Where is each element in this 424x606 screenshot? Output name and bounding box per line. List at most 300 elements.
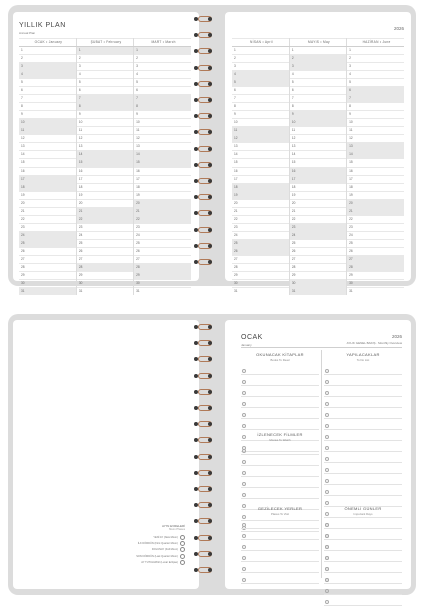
day-cell[interactable]: 25 <box>232 239 289 247</box>
day-cell[interactable]: 18 <box>19 183 76 191</box>
write-line[interactable] <box>324 573 402 584</box>
day-cell[interactable]: 21 <box>289 207 346 215</box>
day-cell[interactable]: 26 <box>19 247 76 255</box>
day-cell[interactable]: 11 <box>232 127 289 135</box>
day-cell[interactable]: 4 <box>289 71 346 79</box>
day-cell[interactable]: 29 <box>289 271 346 279</box>
day-row <box>232 55 404 63</box>
bullet-icon <box>242 369 246 373</box>
bullet-icon <box>242 449 246 453</box>
day-cell[interactable]: 4 <box>232 71 289 79</box>
day-cell[interactable]: 6 <box>19 87 76 95</box>
day-cell[interactable]: 16 <box>19 167 76 175</box>
day-cell[interactable]: 5 <box>76 79 133 87</box>
write-line[interactable] <box>324 430 402 441</box>
bullet-icon <box>325 490 329 494</box>
day-cell[interactable]: 28 <box>76 263 133 271</box>
day-cell[interactable]: 1 <box>19 47 76 55</box>
write-line[interactable] <box>241 488 319 499</box>
moon-phase-icon <box>180 535 185 540</box>
day-cell[interactable]: 17 <box>19 175 76 183</box>
write-line[interactable] <box>324 529 402 540</box>
bullet-icon <box>325 589 329 593</box>
day-cell[interactable]: 21 <box>76 207 133 215</box>
bullet-icon <box>325 435 329 439</box>
day-cell[interactable]: 30 <box>232 279 289 287</box>
write-line[interactable] <box>324 595 402 606</box>
day-row <box>232 207 404 215</box>
day-cell[interactable]: 23 <box>232 223 289 231</box>
legend-label: İLK DÖRDÜN (First Quarter Moon) <box>137 542 178 546</box>
day-cell[interactable]: 30 <box>347 279 404 287</box>
day-cell[interactable]: 22 <box>232 215 289 223</box>
day-cell[interactable]: 25 <box>19 239 76 247</box>
day-cell[interactable]: 30 <box>289 279 346 287</box>
bullet-icon <box>242 534 246 538</box>
day-cell[interactable]: 19 <box>347 191 404 199</box>
month-header: HAZİRAN • June <box>347 39 404 47</box>
day-cell[interactable]: 23 <box>134 223 191 231</box>
bullet-icon <box>242 545 246 549</box>
day-cell[interactable]: 28 <box>134 263 191 271</box>
day-cell[interactable]: 23 <box>289 223 346 231</box>
day-cell[interactable]: 6 <box>232 87 289 95</box>
write-line[interactable] <box>324 584 402 595</box>
section-title: GEZİLECEK YERLER <box>257 506 303 511</box>
day-cell[interactable]: 5 <box>347 79 404 87</box>
section-title: OKUNACAK KİTAPLAR <box>256 352 304 357</box>
day-cell[interactable]: 4 <box>347 71 404 79</box>
day-cell[interactable]: 30 <box>76 279 133 287</box>
day-cell[interactable]: 9 <box>76 111 133 119</box>
day-cell[interactable]: 31 <box>19 287 76 295</box>
day-cell[interactable]: 25 <box>289 239 346 247</box>
day-cell[interactable]: 17 <box>289 175 346 183</box>
day-cell[interactable]: 12 <box>289 135 346 143</box>
write-line[interactable] <box>241 444 319 455</box>
day-cell[interactable]: 26 <box>76 247 133 255</box>
bullet-icon <box>242 424 246 428</box>
day-cell[interactable]: 1 <box>134 47 191 55</box>
write-line[interactable] <box>324 540 402 551</box>
day-cell[interactable]: 18 <box>134 183 191 191</box>
day-cell[interactable]: 24 <box>19 231 76 239</box>
write-line[interactable] <box>324 408 402 419</box>
day-cell[interactable]: 3 <box>19 63 76 71</box>
day-cell[interactable]: 28 <box>289 263 346 271</box>
day-cell[interactable]: 10 <box>232 119 289 127</box>
section-subtitle: Books To Read <box>270 358 290 362</box>
day-cell[interactable]: 13 <box>347 143 404 151</box>
day-cell[interactable]: 26 <box>289 247 346 255</box>
bullet-icon <box>242 391 246 395</box>
day-cell[interactable]: 9 <box>19 111 76 119</box>
day-cell[interactable]: 1 <box>347 47 404 55</box>
write-line[interactable] <box>324 452 402 463</box>
day-cell[interactable]: 11 <box>76 127 133 135</box>
bullet-icon <box>325 457 329 461</box>
day-cell[interactable]: 7 <box>76 95 133 103</box>
day-cell[interactable]: 10 <box>347 119 404 127</box>
day-cell[interactable]: 19 <box>289 191 346 199</box>
day-cell[interactable]: 16 <box>347 167 404 175</box>
day-cell[interactable]: 10 <box>76 119 133 127</box>
day-cell[interactable]: 9 <box>232 111 289 119</box>
punch-hole <box>194 260 198 264</box>
day-cell[interactable]: 29 <box>232 271 289 279</box>
day-cell[interactable]: 20 <box>232 199 289 207</box>
day-cell[interactable]: 7 <box>289 95 346 103</box>
day-row <box>19 63 191 71</box>
write-line[interactable] <box>241 540 319 551</box>
day-row <box>19 95 191 103</box>
day-row <box>19 215 191 223</box>
day-cell[interactable]: 21 <box>232 207 289 215</box>
day-cell[interactable]: 30 <box>134 279 191 287</box>
day-cell[interactable]: 31 <box>76 287 133 295</box>
write-line[interactable] <box>324 397 402 408</box>
day-cell[interactable]: 20 <box>289 199 346 207</box>
write-line[interactable] <box>241 551 319 562</box>
write-line[interactable] <box>324 518 402 529</box>
day-cell[interactable]: 1 <box>232 47 289 55</box>
day-cell[interactable]: 23 <box>347 223 404 231</box>
day-cell[interactable]: 12 <box>134 135 191 143</box>
day-cell[interactable]: 21 <box>134 207 191 215</box>
bullet-icon <box>325 578 329 582</box>
day-row <box>19 167 191 175</box>
day-cell[interactable]: 21 <box>347 207 404 215</box>
punch-hole <box>194 66 198 70</box>
day-row <box>232 175 404 183</box>
day-cell[interactable]: 9 <box>347 111 404 119</box>
day-cell[interactable]: 19 <box>19 191 76 199</box>
day-cell[interactable]: 27 <box>134 255 191 263</box>
day-cell[interactable]: 14 <box>19 151 76 159</box>
day-cell[interactable]: 6 <box>134 87 191 95</box>
day-cell[interactable]: 26 <box>232 247 289 255</box>
day-cell[interactable]: 6 <box>347 87 404 95</box>
punch-hole <box>194 552 198 556</box>
punch-hole <box>208 82 212 86</box>
day-cell[interactable]: 7 <box>347 95 404 103</box>
bullet-icon <box>242 413 246 417</box>
day-cell[interactable]: 7 <box>134 95 191 103</box>
write-line[interactable] <box>241 466 319 477</box>
day-cell[interactable]: 2 <box>347 55 404 63</box>
monthly-right-page <box>225 320 411 589</box>
write-line[interactable] <box>241 518 319 529</box>
day-cell[interactable]: 11 <box>19 127 76 135</box>
year-label: 2026 <box>391 334 402 339</box>
day-cell[interactable]: 13 <box>134 143 191 151</box>
day-cell[interactable]: 14 <box>232 151 289 159</box>
day-cell[interactable]: 28 <box>19 263 76 271</box>
write-line[interactable] <box>324 551 402 562</box>
day-row <box>232 231 404 239</box>
movies-to-watch-section <box>241 432 319 442</box>
day-cell[interactable]: 2 <box>289 55 346 63</box>
day-cell[interactable]: 27 <box>289 255 346 263</box>
day-cell[interactable]: 19 <box>76 191 133 199</box>
day-cell[interactable]: 25 <box>134 239 191 247</box>
write-line[interactable] <box>241 529 319 540</box>
day-cell[interactable]: 11 <box>347 127 404 135</box>
day-cell[interactable]: 6 <box>289 87 346 95</box>
day-cell[interactable]: 14 <box>289 151 346 159</box>
day-row <box>232 87 404 95</box>
day-cell[interactable]: 22 <box>19 215 76 223</box>
day-cell[interactable]: 10 <box>289 119 346 127</box>
day-cell[interactable]: 14 <box>134 151 191 159</box>
day-cell[interactable]: 20 <box>347 199 404 207</box>
day-cell[interactable]: 15 <box>232 159 289 167</box>
day-cell[interactable]: 22 <box>289 215 346 223</box>
day-cell[interactable]: 18 <box>76 183 133 191</box>
day-cell[interactable]: 3 <box>289 63 346 71</box>
day-cell[interactable]: 10 <box>19 119 76 127</box>
day-cell[interactable]: 18 <box>347 183 404 191</box>
punch-hole <box>194 98 198 102</box>
day-cell[interactable]: 24 <box>232 231 289 239</box>
day-cell[interactable]: 20 <box>19 199 76 207</box>
day-cell[interactable]: 14 <box>76 151 133 159</box>
day-row <box>232 151 404 159</box>
day-cell[interactable]: 29 <box>76 271 133 279</box>
day-cell[interactable]: 31 <box>347 287 404 295</box>
punch-hole <box>194 163 198 167</box>
write-line[interactable] <box>241 455 319 466</box>
day-cell[interactable]: 2 <box>134 55 191 63</box>
day-row <box>232 63 404 71</box>
day-cell[interactable]: 8 <box>134 103 191 111</box>
section-subtitle: To Do List <box>356 358 370 362</box>
day-cell[interactable]: 5 <box>289 79 346 87</box>
day-cell[interactable]: 19 <box>232 191 289 199</box>
write-line[interactable] <box>241 386 319 397</box>
punch-hole <box>208 568 212 572</box>
day-cell[interactable]: 16 <box>134 167 191 175</box>
day-cell[interactable]: 22 <box>76 215 133 223</box>
day-row <box>19 199 191 207</box>
write-line[interactable] <box>241 573 319 584</box>
day-cell[interactable]: 8 <box>232 103 289 111</box>
day-cell[interactable]: 24 <box>289 231 346 239</box>
day-cell[interactable]: 15 <box>134 159 191 167</box>
day-cell[interactable]: 29 <box>347 271 404 279</box>
day-cell[interactable]: 14 <box>347 151 404 159</box>
write-line[interactable] <box>241 477 319 488</box>
day-cell[interactable]: 18 <box>289 183 346 191</box>
day-cell[interactable]: 31 <box>134 287 191 295</box>
day-cell[interactable]: 9 <box>134 111 191 119</box>
write-line[interactable] <box>324 441 402 452</box>
write-line[interactable] <box>324 364 402 375</box>
month-header: MAYIS • May <box>289 39 346 47</box>
day-cell[interactable]: 27 <box>76 255 133 263</box>
day-cell[interactable]: 23 <box>76 223 133 231</box>
day-cell[interactable]: 20 <box>76 199 133 207</box>
day-cell[interactable]: 17 <box>232 175 289 183</box>
write-line[interactable] <box>324 419 402 430</box>
day-row <box>19 71 191 79</box>
write-line[interactable] <box>324 375 402 386</box>
day-cell[interactable]: 3 <box>347 63 404 71</box>
bullet-icon <box>325 556 329 560</box>
write-line[interactable] <box>324 474 402 485</box>
day-cell[interactable]: 31 <box>232 287 289 295</box>
day-cell[interactable]: 4 <box>134 71 191 79</box>
day-cell[interactable]: 12 <box>76 135 133 143</box>
write-line[interactable] <box>241 562 319 573</box>
column-divider <box>321 350 322 578</box>
bullet-icon <box>325 380 329 384</box>
day-cell[interactable]: 7 <box>232 95 289 103</box>
day-cell[interactable]: 17 <box>134 175 191 183</box>
day-cell[interactable]: 21 <box>19 207 76 215</box>
day-cell[interactable]: 5 <box>134 79 191 87</box>
day-row <box>19 255 191 263</box>
day-row <box>232 79 404 87</box>
punch-hole <box>194 471 198 475</box>
day-cell[interactable]: 6 <box>76 87 133 95</box>
write-line[interactable] <box>241 397 319 408</box>
day-cell[interactable]: 4 <box>19 71 76 79</box>
day-cell[interactable]: 25 <box>76 239 133 247</box>
bullet-icon <box>242 578 246 582</box>
day-cell[interactable]: 3 <box>76 63 133 71</box>
punch-hole <box>208 147 212 151</box>
write-line[interactable] <box>324 485 402 496</box>
write-line[interactable] <box>241 375 319 386</box>
day-cell[interactable]: 5 <box>232 79 289 87</box>
day-cell[interactable]: 19 <box>134 191 191 199</box>
places-lines[interactable] <box>241 518 319 584</box>
day-cell[interactable]: 2 <box>19 55 76 63</box>
day-cell[interactable]: 30 <box>19 279 76 287</box>
overview-label: AYLIK GENEL BAKIŞ · Monthly Overview <box>346 341 402 345</box>
day-cell[interactable]: 8 <box>76 103 133 111</box>
write-line[interactable] <box>324 386 402 397</box>
day-cell[interactable]: 16 <box>232 167 289 175</box>
bullet-icon <box>325 600 329 604</box>
day-cell[interactable]: 23 <box>19 223 76 231</box>
day-row <box>232 215 404 223</box>
day-cell[interactable]: 12 <box>347 135 404 143</box>
day-cell[interactable]: 22 <box>347 215 404 223</box>
day-cell[interactable]: 18 <box>232 183 289 191</box>
day-cell[interactable]: 28 <box>347 263 404 271</box>
day-cell[interactable]: 24 <box>347 231 404 239</box>
day-row <box>19 127 191 135</box>
day-cell[interactable]: 16 <box>289 167 346 175</box>
day-cell[interactable]: 20 <box>134 199 191 207</box>
day-cell[interactable]: 1 <box>76 47 133 55</box>
day-row <box>19 151 191 159</box>
day-cell[interactable]: 27 <box>347 255 404 263</box>
day-cell[interactable]: 15 <box>289 159 346 167</box>
day-cell[interactable]: 4 <box>76 71 133 79</box>
day-cell[interactable]: 7 <box>19 95 76 103</box>
day-cell[interactable]: 26 <box>347 247 404 255</box>
day-cell[interactable]: 25 <box>347 239 404 247</box>
day-cell[interactable]: 11 <box>134 127 191 135</box>
write-line[interactable] <box>324 562 402 573</box>
day-cell[interactable]: 29 <box>19 271 76 279</box>
day-cell[interactable]: 24 <box>76 231 133 239</box>
day-cell[interactable]: 15 <box>347 159 404 167</box>
day-cell[interactable]: 5 <box>19 79 76 87</box>
day-cell[interactable]: 26 <box>134 247 191 255</box>
important-days-lines[interactable] <box>324 518 402 584</box>
day-row <box>19 271 191 279</box>
punch-hole <box>208 374 212 378</box>
day-cell[interactable]: 2 <box>232 55 289 63</box>
day-cell[interactable]: 17 <box>347 175 404 183</box>
day-cell[interactable]: 27 <box>19 255 76 263</box>
day-cell[interactable]: 12 <box>232 135 289 143</box>
day-cell[interactable]: 31 <box>289 287 346 295</box>
day-cell[interactable]: 10 <box>134 119 191 127</box>
day-cell[interactable]: 1 <box>289 47 346 55</box>
day-cell[interactable]: 11 <box>289 127 346 135</box>
punch-hole <box>208 228 212 232</box>
punch-hole <box>194 536 198 540</box>
punch-hole <box>194 455 198 459</box>
write-line[interactable] <box>241 408 319 419</box>
day-cell[interactable]: 8 <box>289 103 346 111</box>
write-line[interactable] <box>324 463 402 474</box>
day-cell[interactable]: 29 <box>134 271 191 279</box>
day-cell[interactable]: 15 <box>76 159 133 167</box>
day-cell[interactable]: 16 <box>76 167 133 175</box>
day-row <box>232 111 404 119</box>
bullet-icon <box>242 471 246 475</box>
annual-plan-left-page <box>13 12 199 293</box>
bullet-icon <box>242 523 246 527</box>
day-cell[interactable]: 13 <box>76 143 133 151</box>
write-line[interactable] <box>241 419 319 430</box>
day-cell[interactable]: 3 <box>134 63 191 71</box>
day-cell[interactable]: 27 <box>232 255 289 263</box>
legend-label: YENİ AY (New Moon) <box>153 535 178 539</box>
day-cell[interactable]: 13 <box>232 143 289 151</box>
day-row <box>232 255 404 263</box>
day-row <box>232 143 404 151</box>
day-cell[interactable]: 24 <box>134 231 191 239</box>
write-line[interactable] <box>241 364 319 375</box>
annual-grid-left <box>19 38 191 295</box>
day-cell[interactable]: 13 <box>289 143 346 151</box>
day-row <box>19 247 191 255</box>
month-subtitle: January <box>241 343 252 347</box>
day-cell[interactable]: 28 <box>232 263 289 271</box>
bullet-icon <box>325 402 329 406</box>
day-cell[interactable]: 3 <box>232 63 289 71</box>
day-cell[interactable]: 13 <box>19 143 76 151</box>
day-cell[interactable]: 2 <box>76 55 133 63</box>
day-cell[interactable]: 12 <box>19 135 76 143</box>
day-cell[interactable]: 22 <box>134 215 191 223</box>
punch-hole <box>194 374 198 378</box>
day-cell[interactable]: 9 <box>289 111 346 119</box>
punch-hole <box>194 17 198 21</box>
day-cell[interactable]: 8 <box>19 103 76 111</box>
day-cell[interactable]: 17 <box>76 175 133 183</box>
day-cell[interactable]: 8 <box>347 103 404 111</box>
day-cell[interactable]: 15 <box>19 159 76 167</box>
month-header: NİSAN • April <box>232 39 289 47</box>
